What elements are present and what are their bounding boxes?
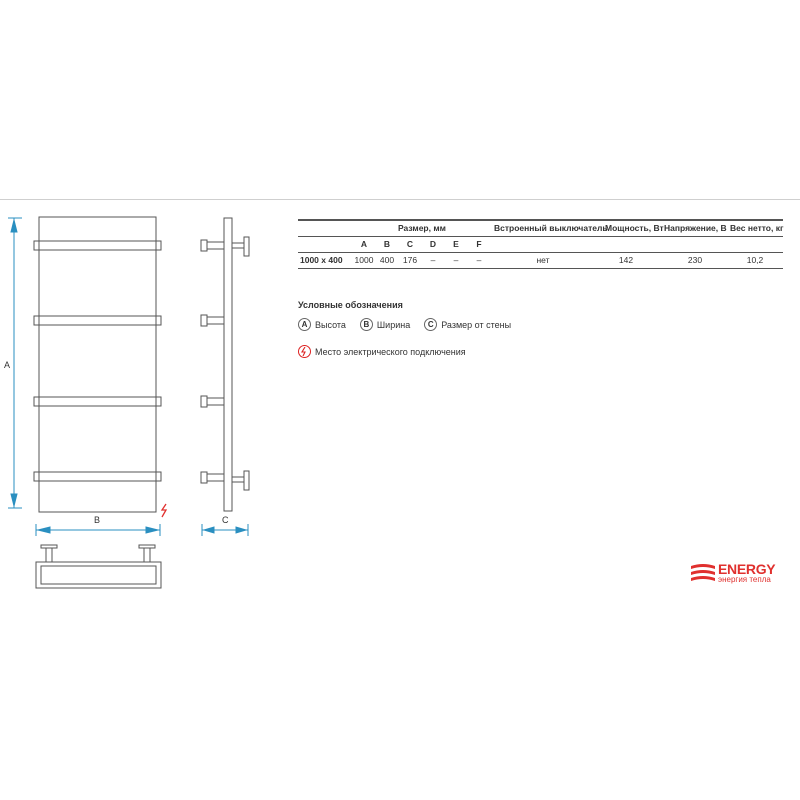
dim-b-arrow-right xyxy=(146,527,158,533)
subheader-b: B xyxy=(383,239,391,249)
legend-key-b: B xyxy=(360,318,373,331)
cell-a: 1000 xyxy=(354,255,374,265)
table-row xyxy=(298,253,783,268)
legend-electrical xyxy=(298,345,525,358)
subheader-c: C xyxy=(406,239,414,249)
legend-item-a xyxy=(298,318,346,331)
legend-items xyxy=(298,318,525,331)
legend-item-c xyxy=(424,318,511,331)
dim-b-arrow-left xyxy=(38,527,50,533)
cell-switch: нет xyxy=(536,255,550,265)
subheader-f: F xyxy=(476,239,482,249)
subheader-e: E xyxy=(453,239,459,249)
legend-key-a: A xyxy=(298,318,311,331)
dim-c-arrow-left xyxy=(204,527,214,533)
dim-a-arrow-bottom xyxy=(11,494,17,506)
header-voltage: Напряжение, В xyxy=(664,223,727,233)
energy-logo-icon xyxy=(691,563,715,583)
cell-f: – xyxy=(476,255,482,265)
legend-label-b: Ширина xyxy=(376,319,411,330)
cell-c: 176 xyxy=(402,255,418,265)
spec-table xyxy=(298,219,783,269)
cell-power: 142 xyxy=(618,255,634,265)
top-view xyxy=(36,545,161,588)
legend-label-c: Размер от стены xyxy=(441,319,512,330)
side-rung-1 xyxy=(201,240,224,251)
front-view-frame xyxy=(39,217,156,512)
logo-tagline: энергия тепла xyxy=(718,575,771,584)
subheader-a: A xyxy=(360,239,368,249)
header-switch: Встроенный выключатель xyxy=(494,223,608,233)
header-power: Мощность, Вт xyxy=(605,223,664,233)
legend xyxy=(298,300,525,358)
front-rung-3 xyxy=(34,397,161,406)
cell-weight: 10,2 xyxy=(746,255,764,265)
dim-a-label: A xyxy=(4,360,11,370)
table-header-row xyxy=(298,221,783,236)
front-rung-4 xyxy=(34,472,161,481)
legend-key-c: C xyxy=(424,318,437,331)
header-size: Размер, мм xyxy=(398,223,446,233)
side-rung-4 xyxy=(201,472,224,483)
dim-c-label: C xyxy=(222,515,229,525)
front-rung-1 xyxy=(34,241,161,250)
lightning-icon xyxy=(298,345,311,358)
energy-logo xyxy=(691,561,786,585)
cell-model: 1000 x 400 xyxy=(300,255,343,265)
cell-d: – xyxy=(430,255,436,265)
front-rung-2 xyxy=(34,316,161,325)
logo-brand: ENERGY xyxy=(718,561,776,577)
dim-b-label: B xyxy=(94,515,101,525)
table-subheader-row xyxy=(298,237,783,252)
legend-label-a: Высота xyxy=(315,319,346,330)
legend-title: Условные обозначения xyxy=(298,300,403,310)
cell-voltage: 230 xyxy=(687,255,703,265)
side-rung-3 xyxy=(201,396,224,407)
side-rung-2 xyxy=(201,315,224,326)
dim-c-arrow-right xyxy=(236,527,246,533)
table-rule-bottom xyxy=(298,268,783,269)
electrical-connection-icon xyxy=(162,504,166,517)
legend-electrical-label: Место электрического подключения xyxy=(315,346,466,357)
side-bracket-bottom xyxy=(232,471,249,490)
side-view-panel xyxy=(224,218,232,511)
header-weight: Вес нетто, кг xyxy=(730,223,784,233)
cell-e: – xyxy=(453,255,459,265)
cell-b: 400 xyxy=(379,255,395,265)
subheader-d: D xyxy=(429,239,437,249)
side-bracket-top xyxy=(232,237,249,256)
legend-item-b xyxy=(360,318,410,331)
dim-a-arrow-top xyxy=(11,220,17,232)
